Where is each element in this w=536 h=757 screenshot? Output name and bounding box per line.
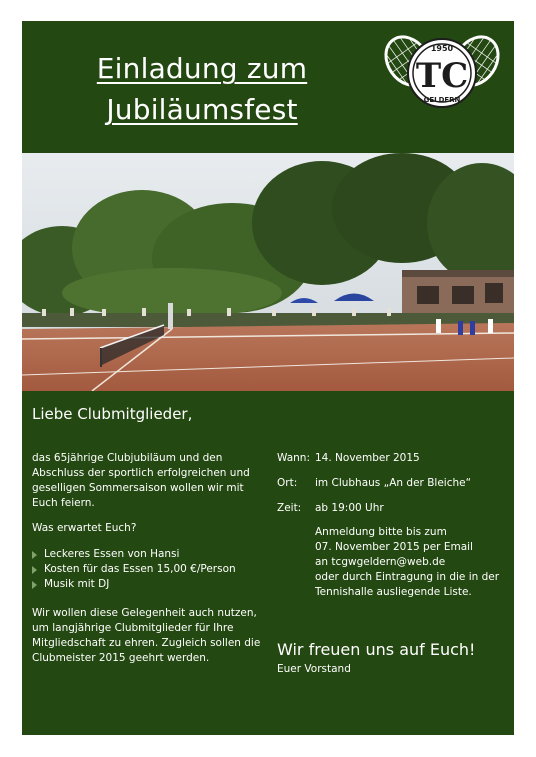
- detail-row-place: Ort: im Clubhaus „An der Bleiche“: [277, 477, 472, 489]
- closing-text: Wir wollen diese Gelegenheit auch nutzen, um langjährige Clubmitglieder für Ihre Mitgliedschaft zu ehren. Zugleich sollen die Clubmeister 2015 geehrt werden.: [32, 607, 261, 664]
- cheer-text: Wir freuen uns auf Euch!: [277, 640, 476, 659]
- left-column: [32, 451, 264, 666]
- list-item: Leckeres Essen von Hansi: [32, 547, 264, 562]
- event-details: [277, 451, 507, 600]
- club-logo: [379, 29, 505, 121]
- list-item: Musik mit DJ: [32, 577, 264, 592]
- invitation-poster: [22, 21, 514, 735]
- logo-initials: TC: [415, 56, 469, 96]
- list-item: Kosten für das Essen 15,00 €/Person: [32, 562, 264, 577]
- tennis-court-photo: [22, 153, 514, 391]
- question-text: Was erwartet Euch?: [32, 522, 137, 534]
- detail-row-when: Wann: 14. November 2015: [277, 452, 420, 464]
- highlights-list: [32, 547, 264, 592]
- intro-text: das 65jährige Clubjubiläum und den Abschluss der sportlich erfolgreichen und geselligen Sommersaison wollen wir mit Euch feiern.: [32, 452, 250, 509]
- registration-note: Anmeldung bitte bis zum 07. November 2015 per Email an tcgwgeldern@web.de oder durch Eintragung in die in der Tennishalle ausliegende Liste.: [315, 525, 507, 600]
- logo-city: GELDERN: [423, 96, 461, 104]
- bullet-arrow-icon: [32, 581, 37, 589]
- page-title: [22, 48, 382, 130]
- detail-row-time: Zeit: ab 19:00 Uhr: [277, 502, 384, 514]
- signature: Euer Vorstand: [277, 663, 351, 675]
- email-address: an tcgwgeldern@web.de: [315, 556, 446, 568]
- bullet-arrow-icon: [32, 551, 37, 559]
- title-line-2: Jubiläumsfest: [106, 93, 298, 126]
- title-line-1: Einladung zum: [96, 52, 308, 85]
- bullet-arrow-icon: [32, 566, 37, 574]
- greeting: Liebe Clubmitglieder,: [32, 405, 193, 423]
- logo-year: 1950: [430, 44, 454, 53]
